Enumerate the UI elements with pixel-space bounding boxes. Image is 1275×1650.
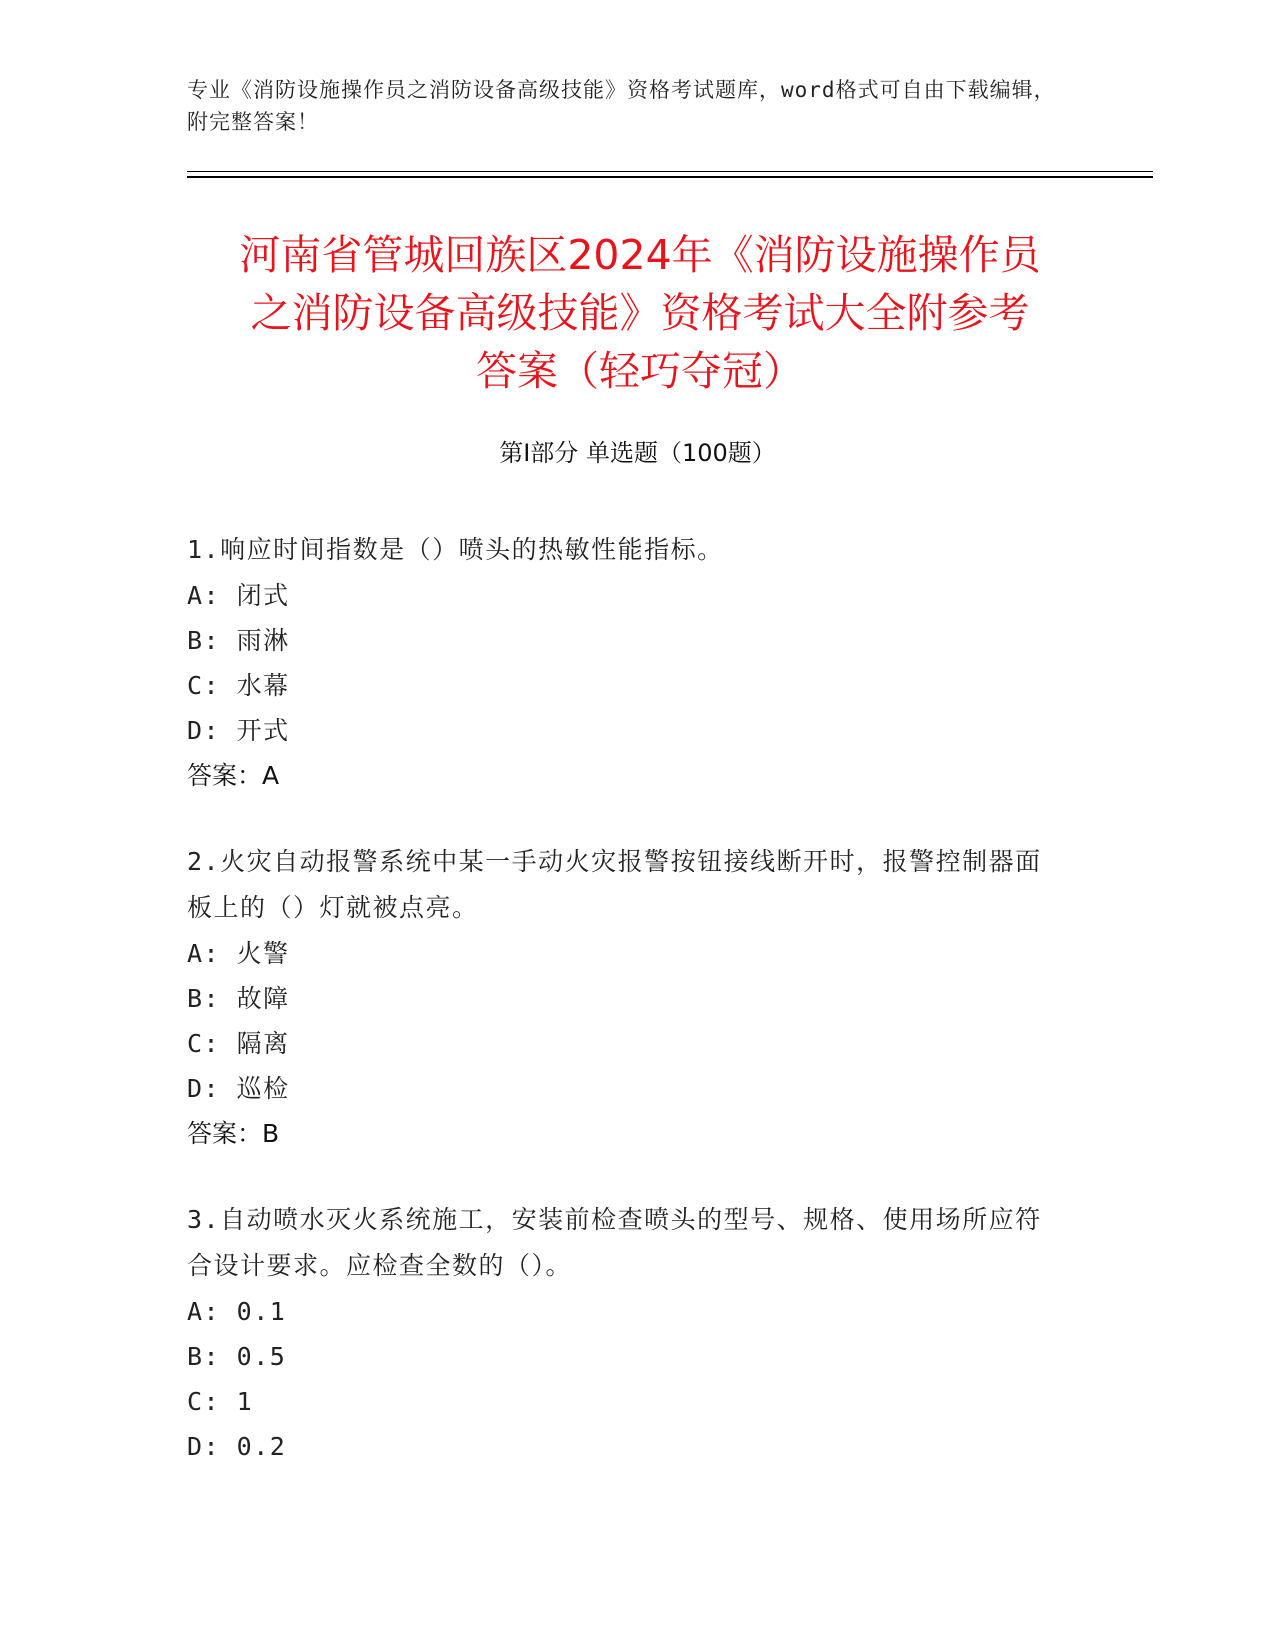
title-line-3: 答案（轻巧夺冠）: [476, 347, 804, 395]
title-line-2: 之消防设备高级技能》资格考试大全附参考: [250, 289, 1030, 337]
document-title: [170, 226, 1110, 400]
question-stem: 2.火灾自动报警系统中某一手动火灾报警按钮接线断开时，报警控制器面板上的（）灯就被点亮。: [187, 847, 1042, 922]
option-d: D: 巡检: [187, 1074, 290, 1103]
question-3: [187, 1197, 1067, 1469]
option-b: B: 雨淋: [187, 626, 290, 655]
question-stem: 3.自动喷水灭火系统施工，安装前检查喷头的型号、规格、使用场所应符合设计要求。应检查全数的（）。: [187, 1205, 1042, 1280]
option-c: C: 隔离: [187, 1029, 290, 1058]
section-heading: 第I部分 单选题（100题）: [499, 439, 776, 467]
question-2: [187, 839, 1067, 1157]
header-note: 专业《消防设施操作员之消防设备高级技能》资格考试题库，word格式可自由下载编辑，附完整答案！: [187, 78, 1056, 134]
title-line-1: 河南省管城回族区2024年《消防设施操作员: [239, 231, 1041, 279]
option-d: D: 开式: [187, 716, 290, 745]
question-1: [187, 527, 1067, 799]
header-rule-thin: [187, 171, 1153, 172]
question-list: [187, 527, 1067, 1509]
question-stem: 1.响应时间指数是（）喷头的热敏性能指标。: [187, 535, 724, 564]
option-b: B: 故障: [187, 984, 290, 1013]
answer: 答案：A: [187, 761, 280, 790]
option-c: C: 1: [187, 1387, 254, 1416]
option-a: A: 0.1: [187, 1297, 287, 1326]
option-b: B: 0.5: [187, 1342, 287, 1371]
header-rule-thick: [187, 176, 1153, 178]
option-d: D: 0.2: [187, 1432, 287, 1461]
answer: 答案：B: [187, 1119, 280, 1148]
option-c: C: 水幕: [187, 671, 290, 700]
option-a: A: 火警: [187, 939, 290, 968]
option-a: A: 闭式: [187, 581, 290, 610]
